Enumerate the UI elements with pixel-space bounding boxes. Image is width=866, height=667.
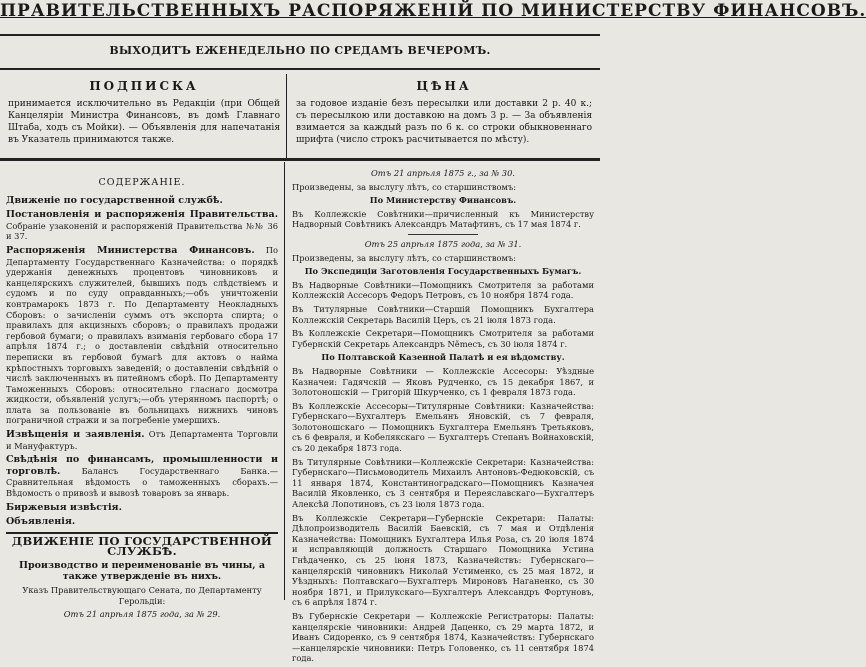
left-column xyxy=(6,166,278,623)
short-rule xyxy=(408,234,478,235)
toc-title: СОДЕРЖАНІЕ. xyxy=(98,177,186,188)
section-date: Отъ 21 апрѣля 1875 года, за № 29. xyxy=(63,609,221,620)
toc-item xyxy=(6,516,278,528)
toc-item-text: По Департаменту Государственнаго Казначейства: о порядкѣ удержанія денежныхъ процентовъ чиновниковъ и канцелярскихъ служителей, бывшихъ подъ слѣдствіемъ и судомъ и по суду оправданныхъ;—объ уничтоженіи контрамарокъ 1873 г. По Департаменту Неокладныхъ Сборовъ: о зачисленіи суммъ отъ экспорта спирта; о правилахъ для акцизныхъ сборовъ; о правилахъ продажи гербовой бумаги; о правилахъ взиманія гербоваго сбора 17 апрѣля 1874 г.; о доставленіи свѣдѣній относительно переписки въ гербовой бумагѣ для актовъ о найма крѣпостныхъ торговыхъ заведеній; о доставленіи свѣдѣній о числѣ заключенныхъ въ питейномъ сборѣ. По Департаменту Таможенныхъ Сборовъ: относительно гласнаго досмотра жидкости, объявленій услугъ;—объ утерянномъ паспортѣ; о плата за пользованіе въ больницахъ нижнихъ чиновъ пограничной стражи и за погребеніе умершихъ. xyxy=(6,244,279,426)
subscription-title: ПОДПИСКА xyxy=(89,79,199,93)
entry-text: Въ Коллежскіе Ассесоры—Титулярные Совѣтники: Казначейства: Губернскаго—Бухгалтеръ Емельянъ Яновскій, съ 7 февраля, Золотоношскаго — Помощникъ Бухгалтера Емельянъ Третьяковъ, съ 6 февраля, и Кобелякскаго — Бухгалтеръ Степанъ Войнаховскій, съ 20 декабря 1873 года. xyxy=(292,400,594,454)
toc-item xyxy=(6,429,278,451)
toc-item-heading: Биржевыя извѣстія. xyxy=(6,501,122,513)
entry-text: Въ Надворные Совѣтники — Коллежскіе Ассесоры: Уѣздные Казначеи: Гадячскій — Яковъ Рудченко, съ 15 декабря 1867, и Золотоношскій — Григорій Шкурченко, съ 1 февраля 1873 года. xyxy=(292,365,594,398)
toc-item-text: Отъ Департамента Торговли и Мануфактуръ. xyxy=(6,429,278,451)
toc-item-heading: Объявленія. xyxy=(6,516,76,528)
entry-text: Произведены, за выслугу лѣтъ, со старшинствомъ: xyxy=(292,252,517,263)
entry-text: Въ Губернскіе Секретари — Коллежскіе Регистраторы: Палаты: канцелярскіе чиновники: Андрей Даценко, съ 29 марта 1872, и Иванъ Сидоренко, съ 9 сентября 1874, Казначействъ: Губернскаго—канцелярскіе чиновники: Петръ Головенко, съ 11 сентября 1874 года. xyxy=(292,610,594,664)
entry-text: Въ Коллежскіе Секретари—Губернскіе Секретари: Палаты: Дѣлопроизводитель Василій Баевскій, съ 7 мая и Отдѣленія Казначейства: Помощникъ Бухгалтера Илья Роза, съ 20 іюля 1874 и исправляющій должность Старшаго Помощника Устина Гнѣдаченко, съ 25 іюня 1873, Казначействъ: Губернскаго—канцелярскій чиновникъ Николай Устименко, съ 25 мая 1872, и Уѣздныхъ: Полтавскаго—Бухгалтеръ Мироновъ Наганенко, съ 30 ноября 1871, и Прилукскаго—Бухгалтеръ Александръ Фортуновъ, съ 6 апрѣля 1874 г. xyxy=(292,512,594,608)
subscription-text: принимается исключительно въ Редакціи (при Общей Канцеляріи Министра Финансовъ, въ домѣ Главнаго Штаба, ходъ съ Мойки). — Объявленія для напечатанія въ Указатель принимаются также. xyxy=(8,99,280,145)
entry-text: Въ Титулярные Совѣтники—Старшій Помощникъ Бухгалтера Коллежскій Секретарь Василій Церъ, съ 21 іюля 1873 года. xyxy=(292,303,594,325)
decree-date: Отъ 25 апрѣля 1875 года, за № 31. xyxy=(364,238,522,249)
publication-schedule: ВЫХОДИТЪ ЕЖЕНЕДЕЛЬНО ПО СРЕДАМЪ ВЕЧЕРОМЪ. xyxy=(109,44,491,57)
toc-item xyxy=(6,195,278,207)
toc-item xyxy=(6,454,278,498)
section-decree: Указъ Правительствующаго Сената, по Департаменту Герольдіи: xyxy=(22,585,262,606)
toc-item-heading: Свѣдѣнія по финансамъ, промышленности и торговлѣ. xyxy=(6,454,278,477)
toc-item xyxy=(6,502,278,514)
entry-text: Въ Надворные Совѣтники—Помощникъ Смотрителя за работами Коллежскій Ассесоръ Федоръ Петровъ, съ 10 ноября 1874 года. xyxy=(292,279,594,301)
entry-text: Въ Коллежскіе Совѣтники—причисленный къ Министерству Надворный Совѣтникъ Александръ Матафтинъ, съ 17 мая 1874 г. xyxy=(292,208,594,230)
right-column xyxy=(292,166,594,667)
entry-heading: По Экспедиціи Заготовленія Государственныхъ Бумагъ. xyxy=(304,266,582,277)
toc-item xyxy=(6,209,278,242)
toc-item-heading: Распоряженія Министерства Финансовъ. xyxy=(6,244,255,256)
masthead-rule xyxy=(0,34,600,36)
header-rule xyxy=(0,68,600,70)
toc-item-heading: Постановленія и распоряженія Правительства. xyxy=(6,209,278,221)
entry-text: Въ Коллежскіе Секретари—Помощникъ Смотрителя за работами Губернскій Секретарь Александръ Němecъ, съ 30 іюля 1874 г. xyxy=(292,328,594,349)
body-top-rule xyxy=(0,158,600,161)
price-text: за годовое изданіе безъ пересылки или доставки 2 р. 40 к.; съ пересылкою или доставкою на домъ 3 р. — За объявленія взимается за каждый разъ по 6 к. со строки обыкновеннаго шрифта (число строкъ расчитывается по мѣсту). xyxy=(296,99,592,145)
entry-text: Произведены, за выслугу лѣтъ, со старшинствомъ: xyxy=(292,181,517,192)
header-divider xyxy=(286,74,287,158)
entry-heading: По Министерству Финансовъ. xyxy=(369,195,517,206)
section-subtitle: Производство и переименованіе въ чины, а также утвержденіе въ нихъ. xyxy=(18,560,266,582)
entry-heading: По Полтавской Казенной Палатѣ и ея вѣдомству. xyxy=(321,352,565,363)
entry-text: Въ Титулярные Совѣтники—Коллежскіе Секретари: Казначейства: Губернскаго—Письмоводитель Михаилъ Антоновъ-Федюковскій, съ 11 января 1874, Константиноградскаго—Помощникъ Казначея Василій Яковленко, съ 3 сентября и Переяславскаго—Бухгалтеръ Алексѣй Лопотиновъ, съ 23 іюля 1873 года. xyxy=(292,456,594,510)
toc-item-text: Собраніе узаконеній и распоряженій Правительства №№ 36 и 37. xyxy=(6,220,278,242)
toc-item-text: Балансъ Государственнаго Банка.—Сравнительная вѣдомость о таможенныхъ сборахъ.—Вѣдомость о привозѣ и вывозѣ товаровъ за январь. xyxy=(6,465,278,499)
toc-item xyxy=(6,245,278,426)
section-title: ДВИЖЕНІЕ ПО ГОСУДАРСТВЕННОЙ СЛУЖБѢ. xyxy=(6,532,278,557)
toc-item-heading: Извѣщенія и заявленія. xyxy=(6,429,145,441)
decree-date: Отъ 21 апрѣля 1875 г., за № 30. xyxy=(370,168,516,178)
price-title: ЦѢНА xyxy=(416,79,472,93)
masthead-title: ПРАВИТЕЛЬСТВЕННЫХЪ РАСПОРЯЖЕНІЙ ПО МИНИСТЕРСТВУ ФИНАНСОВЪ. xyxy=(0,1,866,21)
toc-item-heading: Движеніе по государственной службѣ. xyxy=(6,194,223,206)
column-divider xyxy=(284,162,285,600)
